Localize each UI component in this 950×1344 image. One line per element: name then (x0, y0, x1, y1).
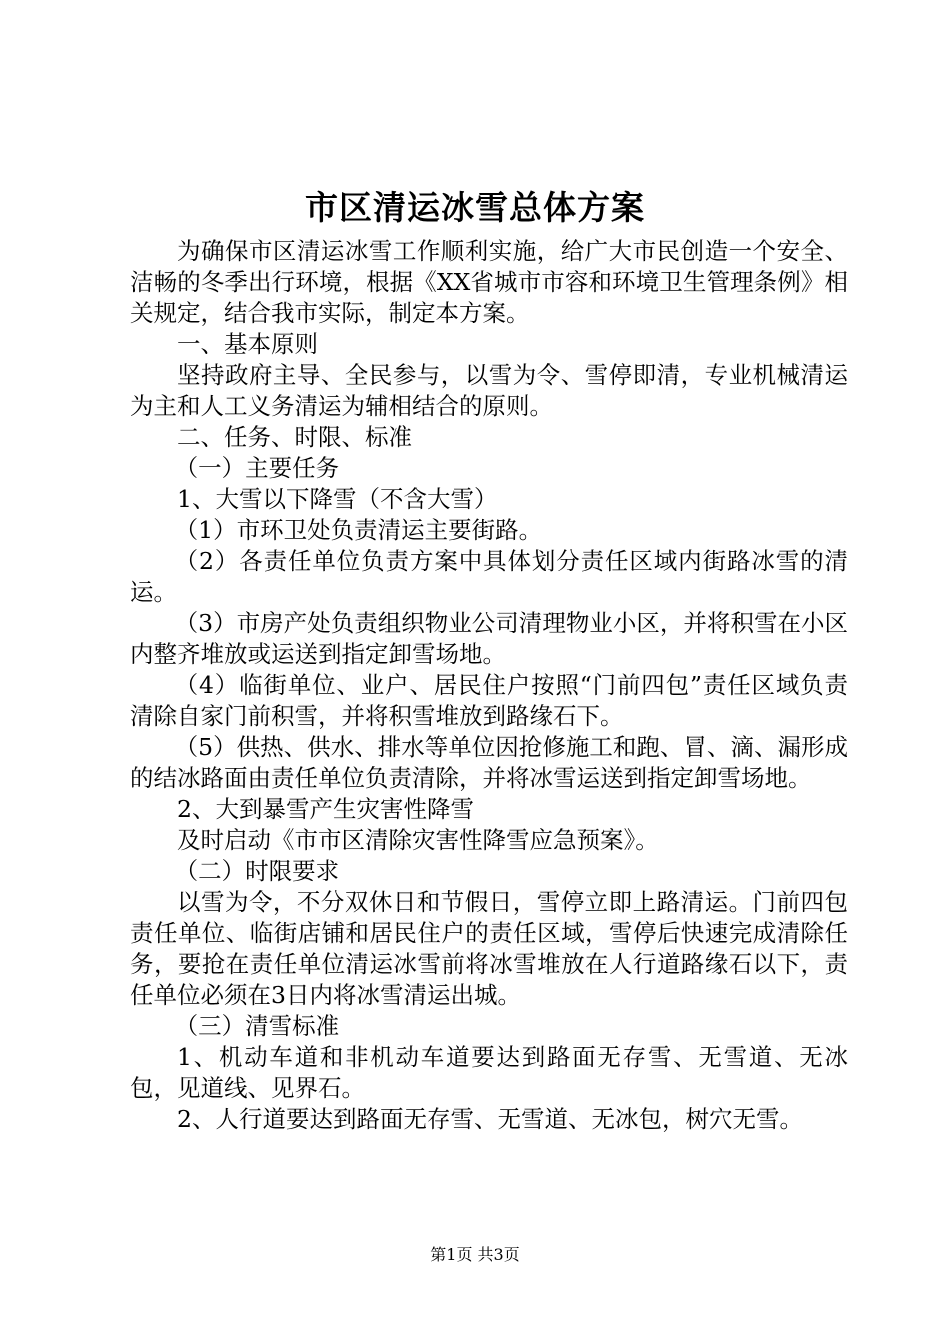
paragraph-item-2: （2）各责任单位负责方案中具体划分责任区域内街路冰雪的清运。 (130, 547, 848, 606)
heading-light-snow: 1、大雪以下降雪（不含大雪） (177, 485, 498, 513)
paragraph-item-5: （5）供热、供水、排水等单位因抢修施工和跑、冒、滴、漏形成的结冰路面由责任单位负责清除，并将冰雪运送到指定卸雪场地。 (130, 733, 848, 792)
paragraph-item-3: （3）市房产处负责组织物业公司清理物业小区，并将积雪在小区内整齐堆放或运送到指定卸雪场地。 (130, 609, 848, 668)
paragraph-intro: 为确保市区清运冰雪工作顺利实施，给广大市民创造一个安全、洁畅的冬季出行环境，根据《XX省城市市容和环境卫生管理条例》相关规定，结合我市实际，制定本方案。 (130, 237, 848, 327)
paragraph-principles: 坚持政府主导、全民参与，以雪为令、雪停即清，专业机械清运为主和人工义务清运为辅相结合的原则。 (130, 361, 848, 420)
paragraph-item-4: （4）临街单位、业户、居民住户按照“门前四包”责任区域负责清除自家门前积雪，并将积雪堆放到路缘石下。 (130, 671, 848, 730)
paragraph-standard-2: 2、人行道要达到路面无存雪、无雪道、无冰包，树穴无雪。 (177, 1105, 803, 1133)
paragraph-standard-1: 1、机动车道和非机动车道要达到路面无存雪、无雪道、无冰包，见道线、见界石。 (130, 1043, 848, 1102)
heading-clearing-standards: （三）清雪标准 (174, 1012, 340, 1040)
heading-time-requirements: （二）时限要求 (174, 857, 340, 885)
paragraph-emergency-plan: 及时启动《市市区清除灾害性降雪应急预案》。 (177, 826, 659, 854)
heading-basic-principles: 一、基本原则 (177, 330, 318, 358)
page-number: 第1页 共3页 (430, 1245, 520, 1264)
heading-main-tasks: （一）主要任务 (174, 454, 340, 482)
document-body (130, 236, 848, 1135)
heading-heavy-snow: 2、大到暴雪产生灾害性降雪 (177, 795, 474, 823)
paragraph-time-requirements: 以雪为令，不分双休日和节假日，雪停立即上路清运。门前四包责任单位、临街店铺和居民住户的责任区域，雪停后快速完成清除任务，要抢在责任单位清运冰雪前将冰雪堆放在人行道路缘石以下，责任单位必须在3日内将冰雪清运出城。 (130, 888, 848, 1009)
paragraph-item-1: （1）市环卫处负责清运主要街路。 (174, 516, 543, 544)
heading-tasks-deadlines-standards: 二、任务、时限、标准 (177, 423, 412, 451)
document-title: 市区清运冰雪总体方案 (305, 188, 645, 227)
